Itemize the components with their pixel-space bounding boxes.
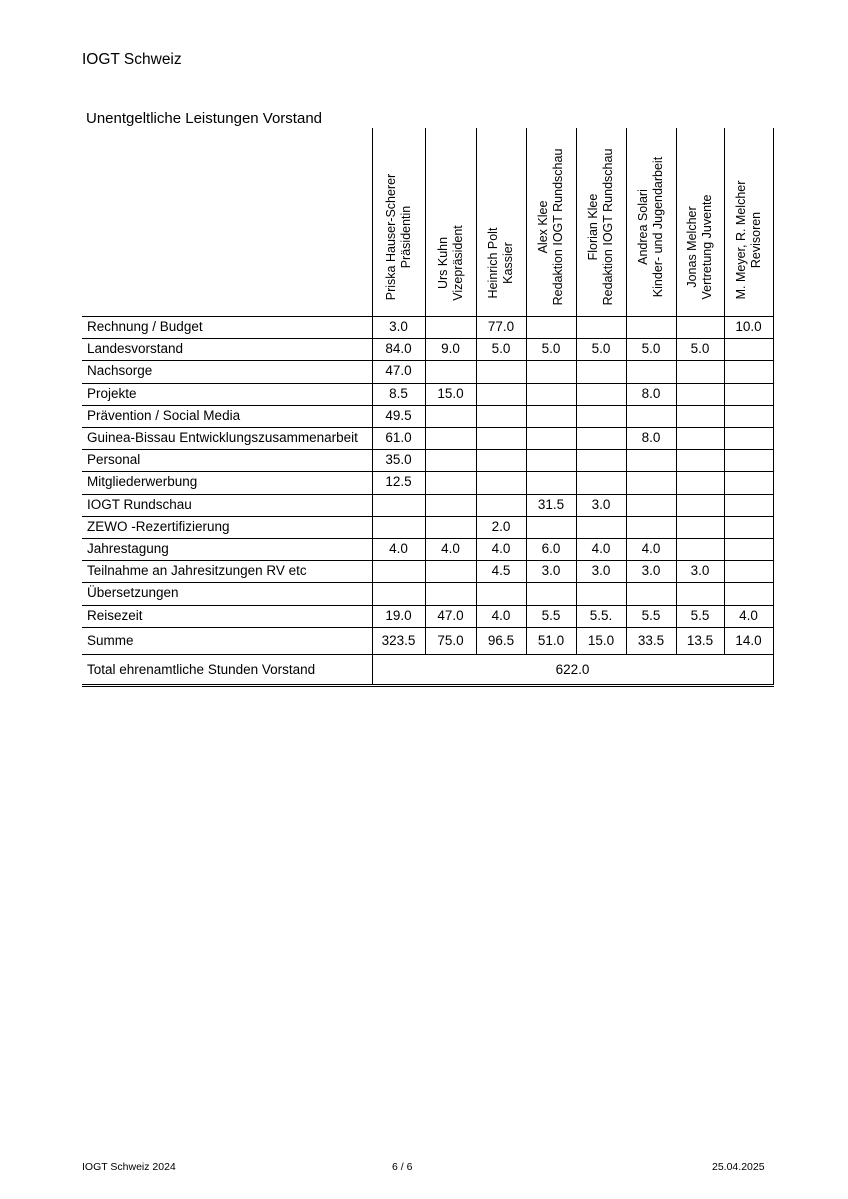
column-header-name: M. Meyer, R. Melcher [733,180,748,300]
table-cell: 15.0 [437,385,464,401]
sum-cell: 75.0 [437,632,464,648]
column-header-name: Florian Klee [586,193,600,261]
row-label: Landesvorstand [87,341,184,357]
table-cell: 5.5 [641,607,661,623]
table-cell: 3.0 [690,563,710,579]
table-horizontal-line [82,582,774,583]
table-cell: 3.0 [389,319,408,334]
table-horizontal-line [82,516,774,517]
column-header [685,194,715,299]
table-cell: 47.0 [385,363,412,379]
column-header-role: Kinder- und Jugendarbeit [651,156,665,297]
table-vertical-line [773,128,774,654]
table-cell: 5.5 [541,607,561,623]
table-horizontal-line [82,560,774,561]
table-cell: 19.0 [385,607,412,623]
row-label: Nachsorge [87,363,153,379]
table-horizontal-line [82,538,774,539]
row-label: Jahrestagung [87,541,169,556]
row-label: Prävention / Social Media [87,407,241,423]
row-label: IOGT Rundschau [87,496,192,512]
table-cell: 8.0 [641,430,661,445]
table-horizontal-line [82,494,774,495]
column-header [586,148,616,305]
column-header-role: Vizepräsident [450,225,465,301]
column-header [636,157,666,297]
table-cell: 6.0 [541,541,561,556]
row-label: Personal [87,452,141,468]
section-title: Unentgeltliche Leistungen Vorstand [86,110,323,127]
table-cell: 10.0 [735,319,762,334]
column-header-name: Andrea Solari [636,188,650,265]
sum-label: Summe [87,632,134,648]
table-cell: 2.0 [491,518,511,534]
hours-table [82,128,774,688]
column-header [734,181,764,300]
row-label: Übersetzungen [87,585,179,601]
row-label: ZEWO -Rezertifizierung [87,518,230,534]
column-header-name: Heinrich Polt [486,227,500,299]
table-cell: 5.5. [589,607,613,623]
row-label: Rechnung / Budget [87,319,203,334]
table-cell: 4.0 [491,607,511,623]
table-cell: 4.0 [389,541,408,556]
table-cell: 4.0 [641,541,661,556]
table-cell: 4.0 [491,541,511,556]
table-cell: 4.5 [491,563,511,579]
sum-cell: 323.5 [381,632,416,648]
column-header [436,225,466,301]
column-header [486,228,516,299]
sum-cell: 51.0 [537,632,565,648]
table-cell: 3.0 [541,563,561,579]
table-cell: 4.0 [441,541,460,556]
table-cell: 5.0 [641,341,661,357]
column-header-role: Vertretung Juvente [700,194,714,300]
column-header-name: Urs Kuhn [435,237,450,290]
footer-page: 6 / 6 [392,1161,413,1173]
row-label: Mitgliederwerbung [87,474,198,490]
sum-cell: 96.5 [487,632,515,648]
row-label: Projekte [87,385,137,401]
table-cell: 4.0 [591,541,611,556]
table-cell: 5.0 [591,341,611,357]
sum-cell: 14.0 [735,632,762,648]
row-label: Reisezeit [87,607,143,623]
sum-cell: 15.0 [587,632,615,648]
total-label: Total ehrenamtliche Stunden Vorstand [87,661,316,677]
table-vertical-line [773,654,774,684]
table-horizontal-line [82,338,774,339]
table-horizontal-line [82,383,774,384]
table-horizontal-line [82,684,774,685]
column-header-role: Präsidentin [398,205,413,268]
column-header-role: Kassier [501,242,515,284]
column-header-name: Priska Hauser-Scherer [383,173,398,300]
table-cell: 5.0 [541,341,561,357]
table-horizontal-line [82,449,774,450]
table-horizontal-line [82,654,774,655]
table-horizontal-line [82,471,774,472]
table-cell: 4.0 [739,607,758,623]
table-horizontal-line [82,316,774,317]
footer-date: 25.04.2025 [712,1161,765,1173]
column-header-role: Redaktion IOGT Rundschau [551,148,565,306]
sum-cell: 13.5 [686,632,714,648]
row-label: Guinea-Bissau Entwicklungszusammenarbeit [87,430,358,445]
table-cell: 5.0 [690,341,710,357]
table-cell: 8.5 [389,385,408,401]
table-horizontal-line [82,627,774,628]
table-horizontal-line [82,427,774,428]
column-header-name: Jonas Melcher [685,205,699,288]
table-cell: 3.0 [591,496,611,512]
footer-left: IOGT Schweiz 2024 [82,1161,176,1173]
column-header [536,148,566,305]
table-cell: 61.0 [385,430,412,445]
table-cell: 12.5 [385,474,412,490]
table-cell: 5.5 [690,607,710,623]
table-horizontal-line [82,605,774,606]
org-header: IOGT Schweiz [82,51,182,68]
table-cell: 77.0 [487,319,515,334]
table-cell: 9.0 [441,341,460,357]
table-horizontal-line [82,360,774,361]
table-cell: 47.0 [437,607,464,623]
row-label: Teilnahme an Jahresitzungen RV etc [87,563,307,579]
sum-cell: 33.5 [637,632,665,648]
table-horizontal-line [82,686,774,687]
column-header [384,173,414,299]
column-header-role: Redaktion IOGT Rundschau [601,148,615,306]
table-cell: 3.0 [591,563,611,579]
table-cell: 31.5 [537,496,565,512]
table-cell: 3.0 [641,563,661,579]
table-cell: 5.0 [491,341,511,357]
table-cell: 8.0 [641,385,661,401]
table-cell: 49.5 [385,407,412,423]
table-cell: 84.0 [385,341,412,357]
column-header-role: Revisoren [748,211,763,269]
table-cell: 35.0 [385,452,412,468]
table-vertical-line [724,128,725,654]
table-horizontal-line [82,405,774,406]
column-header-name: Alex Klee [536,200,550,254]
total-value: 622.0 [555,661,590,677]
